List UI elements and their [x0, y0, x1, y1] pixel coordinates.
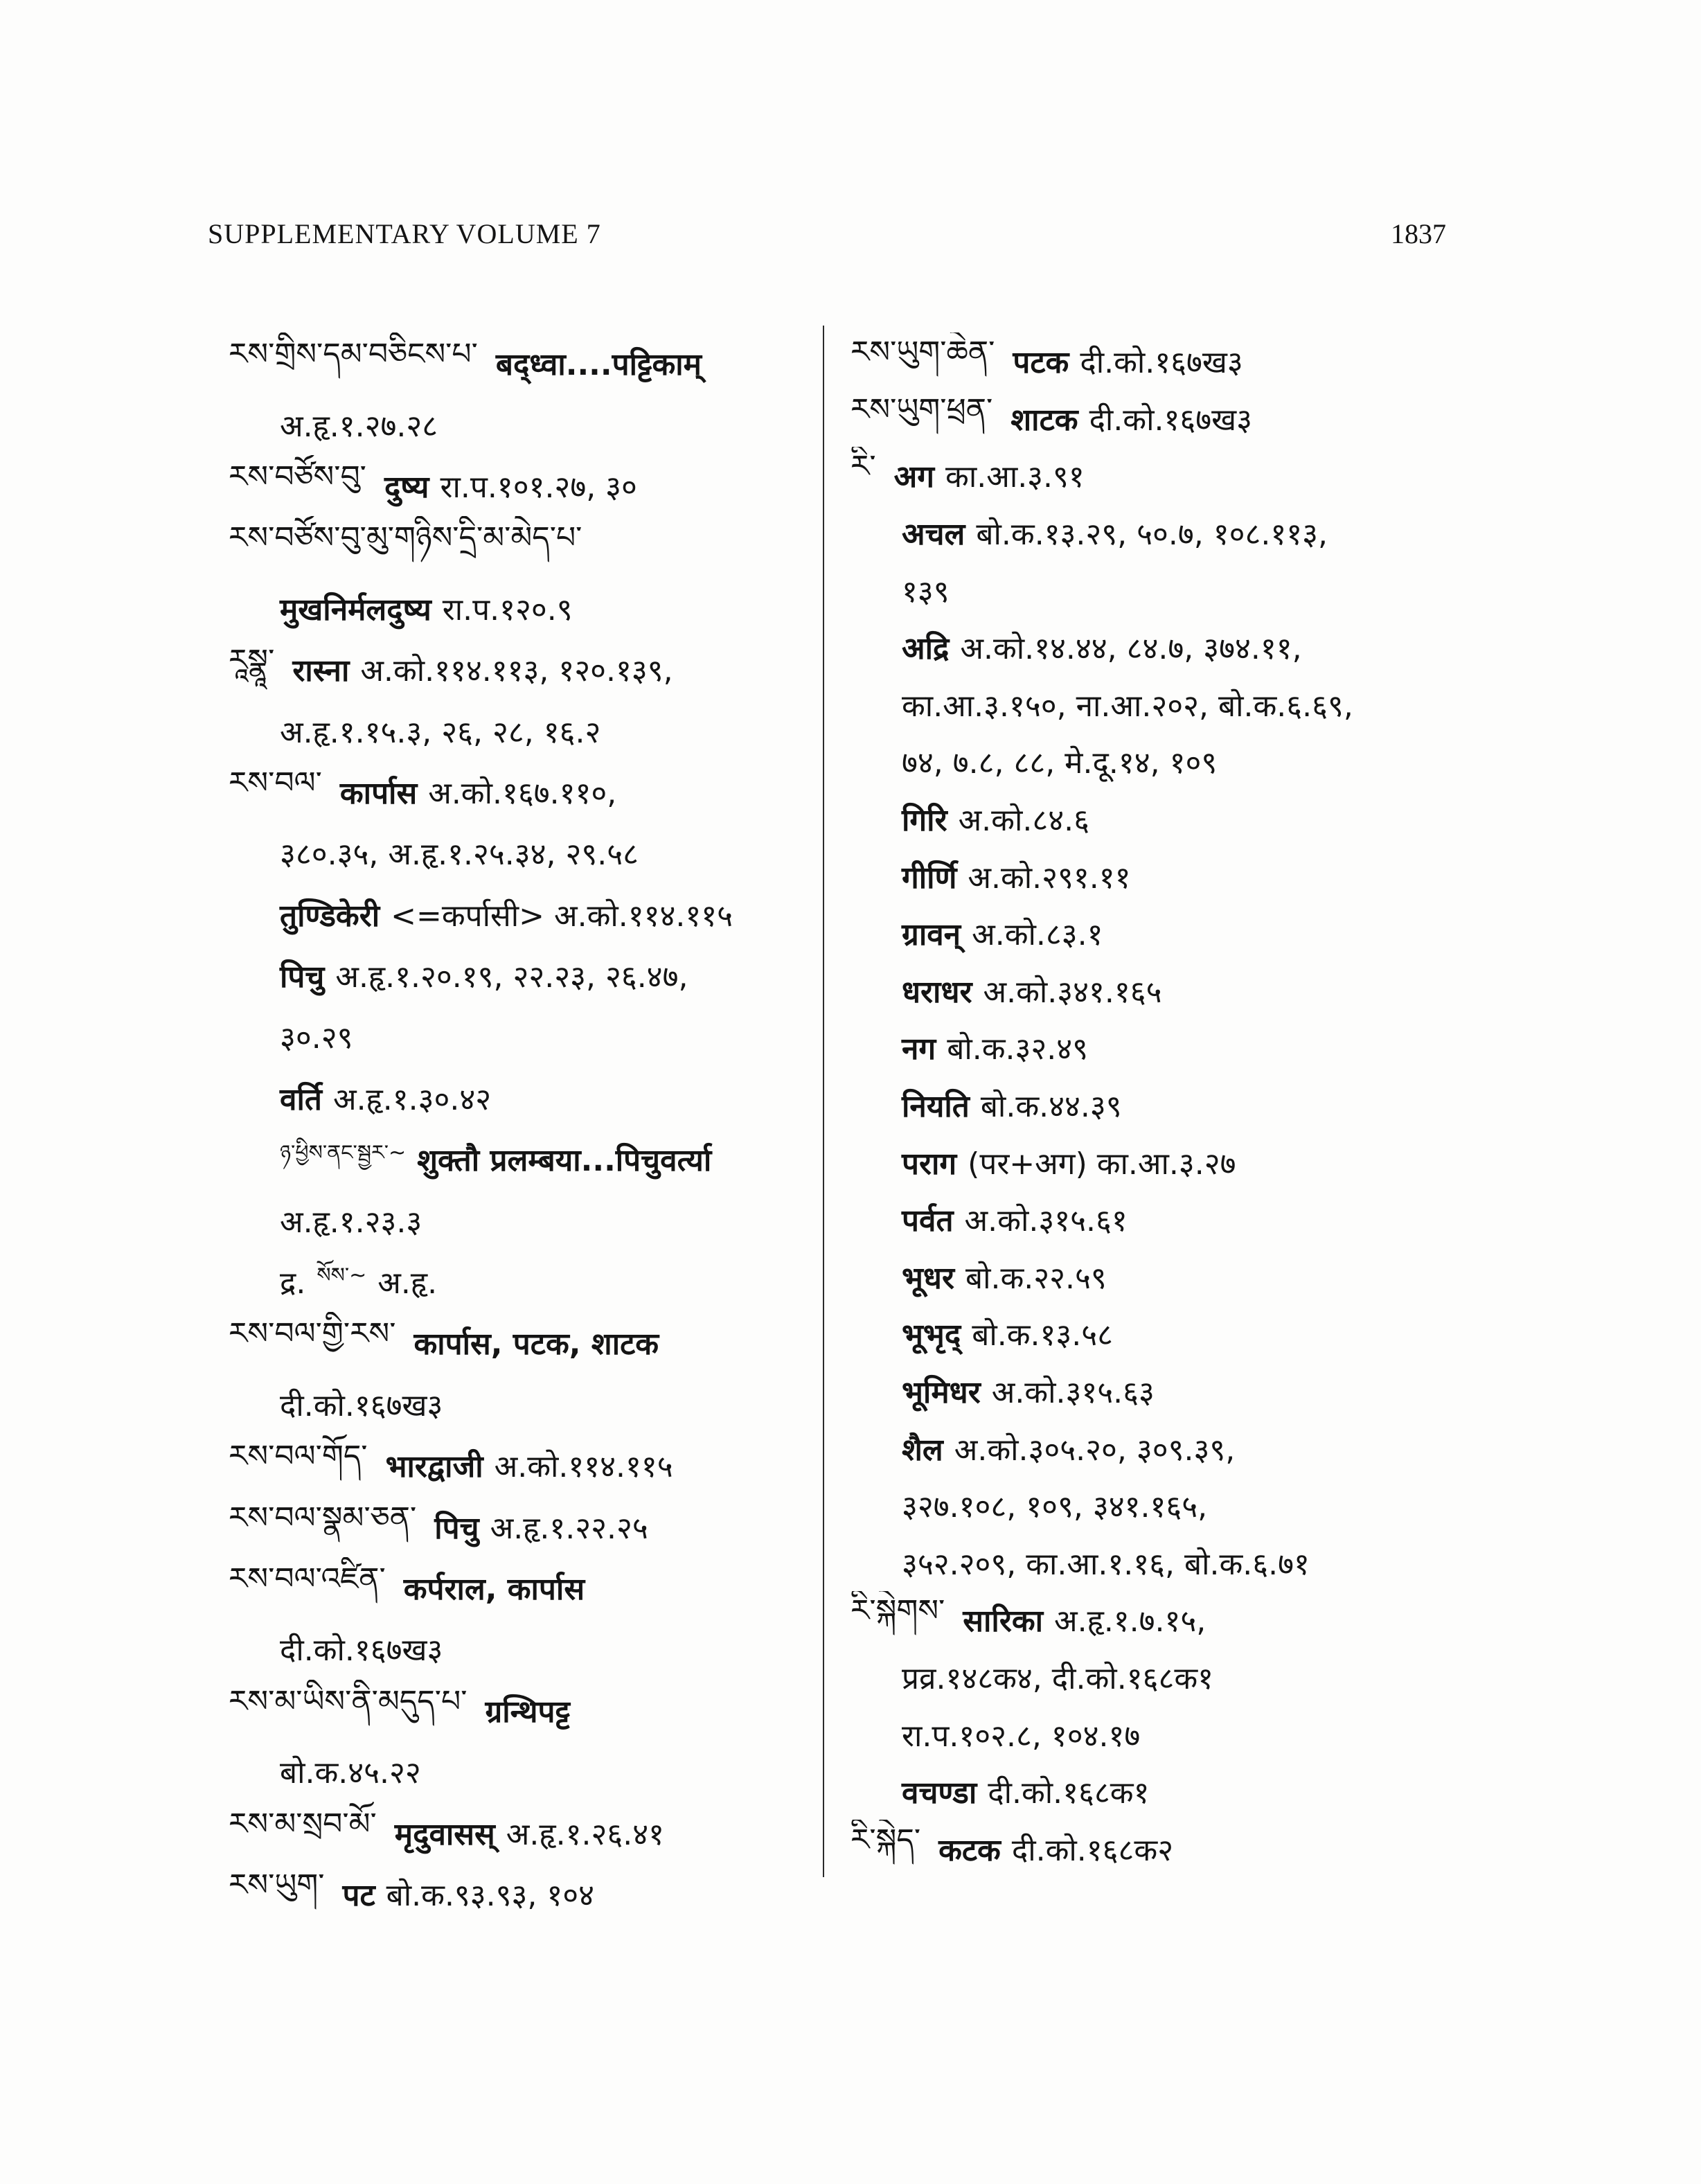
source-reference: १३९ — [902, 574, 950, 610]
sanskrit-equivalent: बद्ध्वा....पट्टिकाम् — [495, 347, 702, 383]
tibetan-headword: རས་ཡུག་ཆེན་ — [850, 335, 995, 371]
source-reference: अ.हृ.१.२३.३ — [280, 1204, 422, 1240]
source-reference: ३२७.१०८, १०९, ३४१.१६५, — [902, 1489, 1208, 1525]
tibetan-quote: ཉ་ཕྱིས་ནང་སྦྱར་~ — [280, 1141, 407, 1166]
entry-continuation-line — [229, 700, 814, 761]
sanskrit-equivalent: सारिका — [963, 1604, 1044, 1640]
entry-headword-line — [229, 516, 814, 577]
source-reference: अ.हृ. — [377, 1266, 438, 1302]
source-reference: (पर+अग) का.आ.३.२७ — [968, 1146, 1236, 1182]
sanskrit-equivalent: कार्पास — [339, 775, 418, 811]
tibetan-headword: རས་མ་སྲབ་མོ་ — [229, 1806, 377, 1842]
entry-continuation-line — [229, 1618, 814, 1679]
entry-continuation-line — [229, 822, 814, 883]
tibetan-headword: རས་བལ་གྱི་རས་ — [229, 1316, 396, 1352]
sanskrit-equivalent: ग्रावन् — [902, 917, 961, 953]
entry-continuation-line — [850, 1477, 1647, 1534]
entry-continuation-line — [850, 1305, 1647, 1362]
source-reference: दी.को.१६८क२ — [1011, 1832, 1174, 1868]
source-reference: दी.को.१६७ख३ — [280, 1633, 443, 1669]
sanskrit-equivalent: शुक्तौ प्रलम्बया...पिचुवर्त्या — [417, 1143, 712, 1179]
source-reference: अ.हृ.१.२०.१९, २२.२३, २६.४७, — [335, 959, 688, 995]
entry-headword-line — [229, 1435, 814, 1495]
sanskrit-equivalent: पिचु — [434, 1510, 479, 1546]
entry-continuation-line — [229, 1189, 814, 1250]
source-reference: दी.को.१६७ख३ — [1089, 402, 1252, 438]
source-reference: अ.को.११४.११५ — [494, 1449, 673, 1485]
entry-continuation-line — [229, 945, 814, 1006]
source-reference: अ.को.२९१.११ — [968, 860, 1131, 896]
entry-headword-line — [229, 332, 814, 393]
entry-continuation-line — [850, 619, 1647, 676]
source-reference: द्र. — [280, 1266, 306, 1302]
entry-continuation-line — [850, 1191, 1647, 1248]
source-reference: दी.को.१६७ख३ — [280, 1387, 443, 1423]
sanskrit-equivalent: भूमिधर — [902, 1374, 981, 1410]
sanskrit-equivalent: वर्ति — [280, 1081, 322, 1117]
source-reference: अ.हृ.१.१५.३, २६, २८, १६.२ — [280, 714, 601, 750]
sanskrit-equivalent: वचण्डा — [902, 1775, 977, 1811]
source-reference: अ.को.३१५.६३ — [991, 1374, 1155, 1410]
source-reference: रा.प.१०२.८, १०४.१७ — [902, 1718, 1141, 1754]
source-reference: प्रव्र.१४८क४, दी.को.१६८क१ — [902, 1660, 1214, 1696]
entry-headword-line — [229, 761, 814, 822]
sanskrit-equivalent: भूभृद् — [902, 1317, 961, 1353]
entry-continuation-line — [850, 1534, 1647, 1591]
source-reference: अ.को.३०५.२०, ३०९.३९, — [954, 1432, 1236, 1468]
sanskrit-equivalent: रास्ना — [292, 653, 350, 689]
tibetan-headword: རས་བཙོས་བུ་ — [229, 459, 366, 495]
entry-continuation-line — [229, 578, 814, 639]
source-reference: अ.हृ.१.२२.२५ — [490, 1510, 648, 1546]
right-column — [850, 332, 1647, 1953]
entry-continuation-line — [850, 504, 1647, 562]
source-reference: अ.हृ.१.३०.४२ — [332, 1081, 492, 1117]
sanskrit-equivalent: मुखनिर्मलदुष्य — [280, 592, 431, 628]
source-reference: अ.को.८३.१ — [972, 917, 1103, 953]
entry-continuation-line — [229, 1128, 814, 1189]
sanskrit-equivalent: पट — [342, 1877, 375, 1913]
sanskrit-equivalent: गीर्णि — [902, 860, 957, 896]
tibetan-headword: རི་ — [850, 449, 876, 485]
entry-headword-line — [850, 390, 1647, 447]
source-reference: अ.को.११४.११३, १२०.१३९, — [360, 653, 673, 689]
entry-continuation-line — [850, 1362, 1647, 1420]
source-reference: बो.क.४५.२२ — [280, 1755, 421, 1791]
tibetan-headword: རས་བཙོས་བུ་མུ་གཉིས་དྲི་མ་མེད་པ་ — [229, 520, 582, 556]
entry-continuation-line — [850, 1076, 1647, 1134]
entry-headword-line — [850, 447, 1647, 504]
tibetan-headword: རས་ཡུག་ — [229, 1867, 325, 1903]
entry-headword-line — [229, 1863, 814, 1924]
entry-headword-line — [850, 332, 1647, 390]
sanskrit-equivalent: अग — [893, 459, 935, 495]
sanskrit-equivalent: पिचु — [280, 959, 325, 995]
source-reference: अ.को.८४.६ — [958, 803, 1089, 839]
source-reference: बो.क.४४.३९ — [980, 1089, 1122, 1125]
entry-continuation-line — [850, 1763, 1647, 1820]
tibetan-headword: རས་བལ་སྣམ་ཅན་ — [229, 1500, 417, 1536]
entry-continuation-line — [850, 733, 1647, 790]
sanskrit-equivalent: गिरि — [902, 803, 947, 839]
source-reference: अ.को.३४१.१६५ — [983, 974, 1162, 1010]
sanskrit-equivalent: पटक — [1013, 345, 1069, 381]
sanskrit-equivalent: अद्रि — [902, 631, 950, 667]
sanskrit-equivalent: शाटक — [1010, 402, 1078, 438]
sanskrit-equivalent: अचल — [902, 517, 965, 553]
running-title: SUPPLEMENTARY VOLUME 7 — [208, 218, 601, 249]
source-reference: अ.हृ.१.२७.२८ — [280, 408, 438, 444]
entry-continuation-line — [850, 1133, 1647, 1191]
entry-continuation-line — [850, 1705, 1647, 1763]
entry-headword-line — [229, 1680, 814, 1741]
sanskrit-equivalent: पर्वत — [902, 1203, 954, 1239]
entry-headword-line — [229, 1557, 814, 1618]
sanskrit-equivalent: शैल — [902, 1432, 943, 1468]
tibetan-quote: སོས་~ — [317, 1263, 367, 1288]
sanskrit-equivalent: पराग — [902, 1146, 957, 1182]
entry-continuation-line — [850, 790, 1647, 848]
source-reference: बो.क.३२.४९ — [947, 1031, 1088, 1067]
tibetan-headword: རི་སྐེགས་ — [850, 1593, 945, 1629]
column-divider — [823, 326, 824, 1877]
left-column — [229, 332, 814, 1953]
source-reference: रा.प.१०१.२७, ३० — [440, 469, 637, 505]
tibetan-headword: རས་བལ་འཛིན་ — [229, 1561, 386, 1597]
entry-continuation-line — [850, 676, 1647, 734]
entry-continuation-line — [850, 905, 1647, 962]
sanskrit-equivalent: भूधर — [902, 1260, 954, 1296]
entry-continuation-line — [850, 1248, 1647, 1306]
entry-continuation-line — [850, 847, 1647, 905]
source-reference: बो.क.१३.२९, ५०.७, १०८.११३, — [976, 517, 1328, 553]
sanskrit-equivalent: कर्पराल, कार्पास — [403, 1572, 585, 1607]
tibetan-headword: རས་ཡུག་ཕྲན་ — [850, 391, 993, 427]
sanskrit-equivalent: मृदुवासस् — [394, 1816, 495, 1852]
source-reference: अ.को.१४.४४, ८४.७, ३७४.११, — [960, 631, 1302, 667]
source-reference: अ.को.३१५.६१ — [964, 1203, 1128, 1239]
sanskrit-equivalent: कटक — [938, 1832, 1001, 1868]
entry-continuation-line — [229, 1251, 814, 1312]
source-reference: <=कर्पासी> अ.को.११४.११५ — [391, 898, 733, 934]
entry-headword-line — [229, 1802, 814, 1863]
entry-headword-line — [229, 455, 814, 516]
entry-continuation-line — [229, 393, 814, 454]
sanskrit-equivalent: धराधर — [902, 974, 972, 1010]
sanskrit-equivalent: दुष्य — [384, 469, 429, 505]
sanskrit-equivalent: तुण्डिकेरी — [280, 898, 380, 934]
tibetan-headword: རས་བལ་ — [229, 765, 322, 801]
sanskrit-equivalent: कार्पास, पटक, शाटक — [413, 1326, 659, 1362]
source-reference: अ.हृ.१.२६.४१ — [506, 1816, 664, 1852]
entry-headword-line — [850, 1820, 1647, 1877]
entry-continuation-line — [229, 1741, 814, 1802]
entry-headword-line — [229, 639, 814, 700]
tibetan-headword: རཱསྣཱ་ — [229, 643, 275, 679]
entry-continuation-line — [850, 561, 1647, 619]
source-reference: दी.को.१६८क१ — [988, 1775, 1150, 1811]
entry-continuation-line — [850, 1649, 1647, 1706]
source-reference: ७४, ७.८, ८८, मे.दू.१४, १०९ — [902, 745, 1218, 781]
sanskrit-equivalent: नियति — [902, 1089, 970, 1125]
page-number: 1837 — [1391, 218, 1446, 249]
tibetan-headword: རས་བལ་གོད་ — [229, 1439, 368, 1475]
entry-continuation-line — [229, 1067, 814, 1128]
source-reference: अ.को.१६७.११०, — [428, 775, 617, 811]
sanskrit-equivalent: नग — [902, 1031, 936, 1067]
source-reference: अ.हृ.१.७.१५, — [1054, 1604, 1206, 1640]
source-reference: बो.क.१३.५८ — [972, 1317, 1114, 1353]
entry-headword-line — [229, 1495, 814, 1556]
entry-continuation-line — [850, 962, 1647, 1020]
entry-continuation-line — [229, 884, 814, 945]
entry-continuation-line — [850, 1419, 1647, 1477]
source-reference: दी.को.१६७ख३ — [1080, 345, 1243, 381]
source-reference: का.आ.३.१५०, ना.आ.२०२, बो.क.६.६९, — [902, 688, 1353, 724]
source-reference: बो.क.९३.९३, १०४ — [386, 1877, 595, 1913]
tibetan-headword: རས་མ་ཡིས་ནི་མདུད་པ་ — [229, 1683, 467, 1719]
entry-headword-line — [850, 1591, 1647, 1649]
source-reference: रा.प.१२०.९ — [442, 592, 573, 628]
source-reference: ३८०.३५, अ.हृ.१.२५.३४, २९.५८ — [280, 837, 639, 873]
entry-continuation-line — [850, 1019, 1647, 1076]
tibetan-headword: རི་སྐེད་ — [850, 1822, 921, 1858]
sanskrit-equivalent: भारद्वाजी — [385, 1449, 483, 1485]
source-reference: बो.क.२२.५९ — [965, 1260, 1107, 1296]
tibetan-headword: རས་གྲིས་དམ་བཅིངས་པ་ — [229, 337, 478, 373]
entry-headword-line — [229, 1312, 814, 1373]
entry-continuation-line — [229, 1374, 814, 1435]
source-reference: का.आ.३.९१ — [945, 459, 1085, 495]
sanskrit-equivalent: ग्रन्थिपट्ट — [485, 1694, 571, 1730]
entry-continuation-line — [229, 1006, 814, 1067]
source-reference: ३५२.२०९, का.आ.१.१६, बो.क.६.७१ — [902, 1546, 1310, 1582]
source-reference: ३०.२९ — [280, 1020, 353, 1056]
